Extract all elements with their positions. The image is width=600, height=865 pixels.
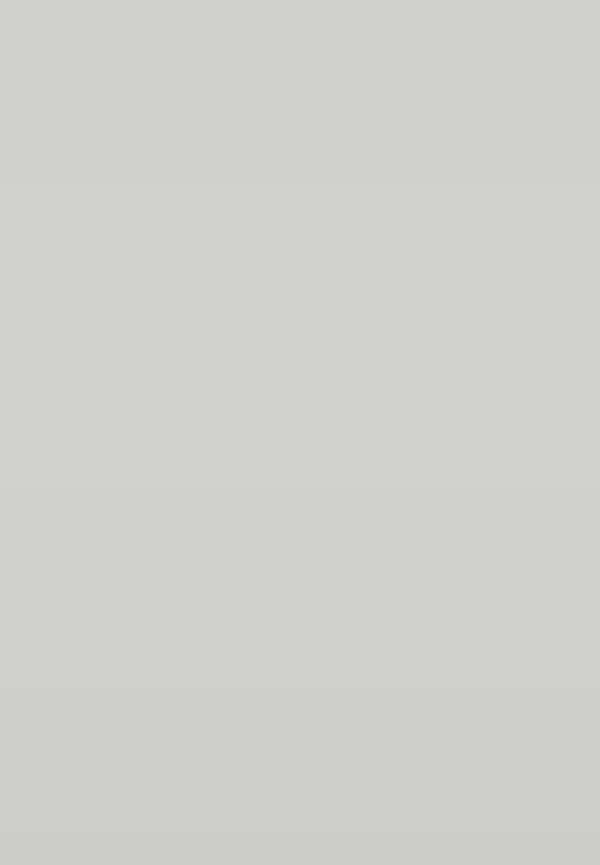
q45-material-line-1 (62, 105, 72, 128)
